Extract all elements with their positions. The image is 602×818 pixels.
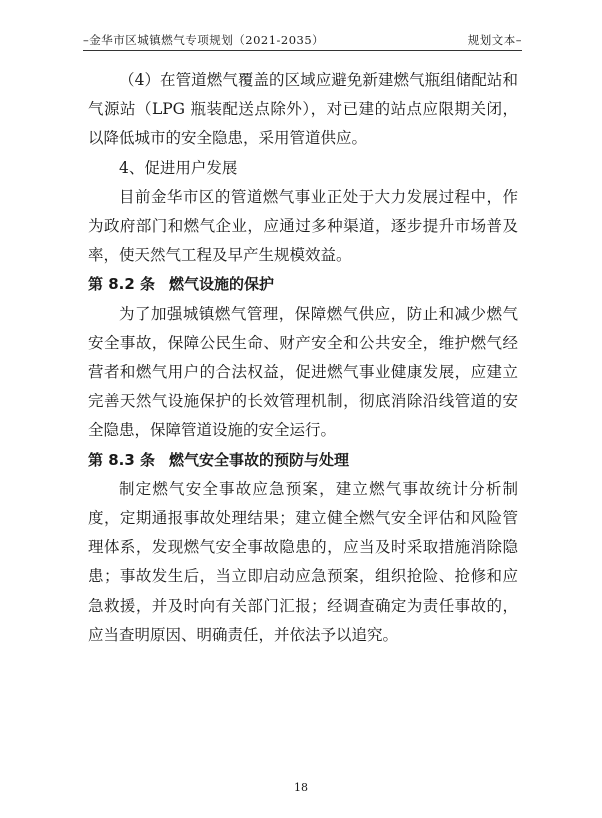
- section-heading-8-3: [88, 446, 518, 475]
- page-header: [83, 28, 522, 51]
- page-number: 18: [294, 781, 308, 794]
- paragraph-pipeline-coverage: （4）在管道燃气覆盖的区域应避免新建燃气瓶组储配站和气源站（LPG 瓶装配送点除外），对已建的站点应限期关闭，以降低城市的安全隐患，采用管道供应。: [88, 71, 518, 148]
- paragraph-facility-protection: 为了加强城镇燃气管理，保障燃气供应，防止和减少燃气安全事故，保障公民生命、财产安全和公共安全，维护燃气经营者和燃气用户的合法权益，促进燃气事业健康发展，应建立完善天然气设施保护的长效管理机制，彻底消除沿线管道的安全隐患，保障管道设施的安全运行。: [88, 304, 518, 440]
- article-number: 第 8.3 条: [88, 450, 156, 469]
- document-type-label: 规划文本–: [467, 33, 522, 47]
- section-title: 燃气安全事故的预防与处理: [169, 450, 350, 469]
- article-number: 第 8.2 条: [88, 275, 156, 294]
- subheading-user-development: 4、促进用户发展: [119, 158, 238, 177]
- section-heading-8-2: [88, 270, 518, 299]
- paragraph-market-development: 目前金华市区的管道燃气事业正处于大力发展过程中，作为政府部门和燃气企业，应通过多种渠道，逐步提升市场普及率，使天然气工程及早产生规模效益。: [88, 187, 518, 265]
- page-content: [88, 66, 518, 650]
- document-title: –金华市区城镇燃气专项规划（2021-2035）: [83, 33, 325, 47]
- section-title: 燃气设施的保护: [169, 275, 275, 294]
- paragraph-accident-prevention: 制定燃气安全事故应急预案，建立燃气事故统计分析制度，定期通报事故处理结果；建立健全燃气安全评估和风险管理体系，发现燃气安全事故隐患的，应当及时采取措施消除隐患；事故发生后，当立即启动应急预案，组织抢险、抢修和应急救援，并及时向有关部门汇报；经调查确定为责任事故的，应当查明原因、明确责任，并依法予以追究。: [88, 479, 518, 644]
